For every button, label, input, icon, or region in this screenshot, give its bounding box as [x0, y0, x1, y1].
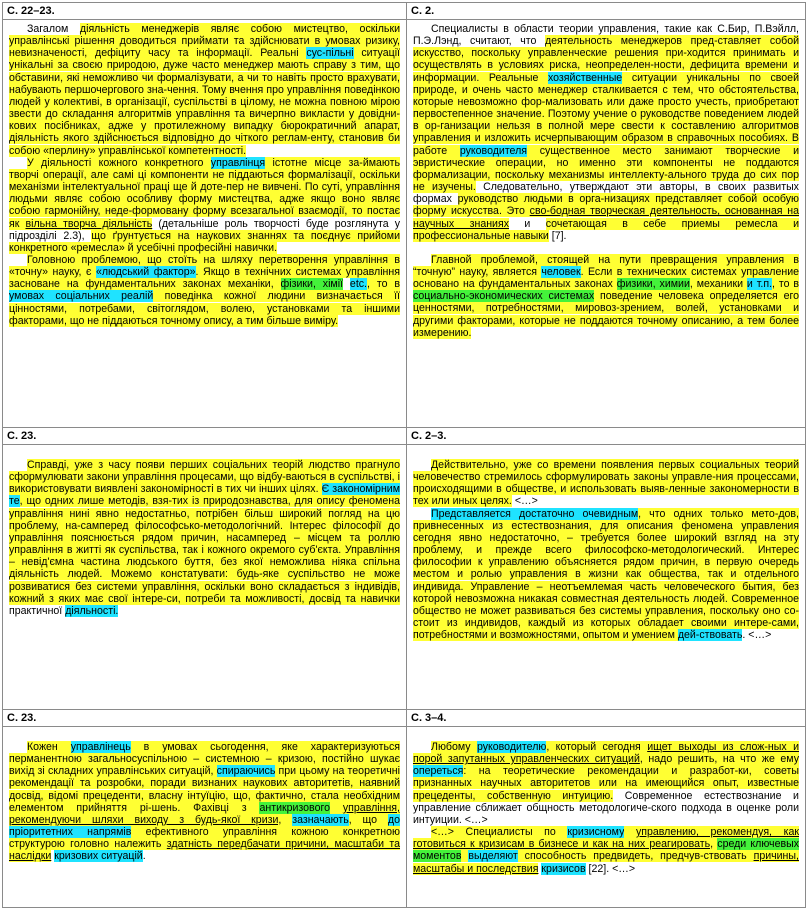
highlighted-text: «людський фактор» [95, 266, 196, 279]
highlighted-text: фізики, хімії [280, 278, 344, 291]
highlighted-text: поведение человека определяется его ценностями, потребностями, мировоз-зрением, волей, установками и другими факторами, которые не поддаются точному описанию, а тем более измерению. [413, 290, 799, 339]
paragraph [413, 23, 799, 242]
text-cell-left [3, 20, 407, 428]
highlighted-text: зазначають [292, 813, 349, 826]
highlighted-text: <…> Специалисты по [431, 826, 568, 839]
comparison-table [2, 2, 806, 908]
highlighted-text: физики, химии [616, 278, 690, 291]
highlighted-text: опереться [413, 765, 464, 778]
highlighted-text: среди ключевых моментов [413, 838, 800, 863]
plain-text: (детальніше роль творчості буде розглянута у підрозділі 2.3), [9, 217, 400, 242]
highlighted-text: etc. [349, 278, 367, 291]
highlighted-text: кризових ситуацій [54, 850, 143, 863]
plain-text: практичної [9, 604, 66, 617]
highlighted-text: діяльність менеджерів являє собою мистецтво, оскільки управлінські рішення доводиться приймати та здійснювати в умовах ризику, невизначеності, дефіциту часу та інформації. Реальні [9, 23, 400, 60]
highlighted-text [624, 826, 636, 838]
text-cell-left [3, 445, 407, 710]
highlighted-text: социально-экономических системах [413, 290, 595, 303]
paragraph [413, 741, 799, 826]
highlighted-text: выделяют [468, 850, 518, 863]
highlighted-text: Кожен [27, 741, 71, 753]
highlighted-text: , то в [367, 278, 400, 291]
highlighted-text: Главной проблемой, стоящей на пути превращения управления в “точную” науку, является [413, 253, 799, 278]
plain-text: Современное естествознание и управление сближает общность методологиче-ского подхода в оценке роли интуиции. <…> [413, 789, 799, 826]
plain-text: . [142, 850, 146, 863]
row-2-header [3, 428, 806, 445]
highlighted-text: управлінець [70, 741, 131, 753]
plain-text: Следовательно, утверждают эти авторы, в своих развитых формах [413, 181, 799, 206]
highlighted-text: кризисному [567, 826, 625, 839]
highlighted-text: Действительно, уже со времени появления первых социальных теорий человечество стремилось сформулировать законы управле-ния процессами, происходящими в обществе, и использовать выяв-ленные закономерности в тех или иных целях. [413, 459, 799, 508]
plain-text: и [509, 217, 546, 230]
highlighted-text: , то в [772, 278, 799, 291]
source-ref-right: С. 2. [407, 3, 806, 20]
highlighted-text: кризисов [541, 862, 586, 875]
row-3-body [3, 727, 806, 908]
text-cell-right [407, 445, 806, 710]
highlighted-text: , [710, 838, 718, 851]
paragraph [9, 23, 400, 157]
highlighted-text: . Якщо в технічних системах управління засноване на фундаментальних законах механіки, [9, 266, 400, 291]
highlighted-text: управління, рекомендуючи шляхи виходу з будь-якої кризи [9, 801, 400, 826]
highlighted-text: при цьому на теоретичні рекомендації та розробки, поради визнаних наукових авторитетів, наявний досвід, відомі прецеденти, власну інтуїцію, що, фактично, стала необхідним елементом прийняття рі-шень. Фахівці з [9, 765, 400, 814]
highlighted-text: ситуації унікальні за своєю природою, дуже часто менеджер мають справу з тим, що обставини, які неможливо чи формалізувати, а чи то навіть просто врахувати, набувають першочергового зна-чення. Тому вчення про управління поведінкою людей у колективі, в організації, суспільстві в цілому, не можна повною мірою звести до складання алгоритмів управління та вичерпно викласти у довідни-кових посібниках, адже у протилежному випадку бюрократичний апарат, діяльність якого здійснюється відповідно до чіткого реглам-енту, становив би собою «перлину» управлінської компетентності. [9, 47, 400, 157]
plain-text: Специалисты в области теории управления, такие как С.Бир, П.Вэйлл, П.Э.Лэнд, считают, что [413, 23, 799, 48]
highlighted-text: Представляется достаточно очевидным [431, 507, 639, 520]
highlighted-text: , который сегодня [546, 741, 648, 753]
row-2-body [3, 445, 806, 710]
highlighted-text: , що [348, 813, 388, 826]
highlighted-text: управлінця [210, 156, 266, 169]
paragraph [413, 254, 799, 339]
highlighted-text: спираючись [216, 765, 276, 778]
highlighted-text: діяльності. [65, 604, 119, 617]
source-ref-left: С. 23. [3, 428, 407, 445]
highlighted-text [330, 802, 343, 814]
highlighted-text: вільна творча діяльність [25, 217, 153, 230]
plain-text [343, 278, 350, 290]
source-ref-right: С. 3–4. [407, 710, 806, 727]
plain-text: . <…> [742, 629, 772, 642]
text-cell-right [407, 20, 806, 428]
highlighted-text: ищет выходы из слож-ных и порой запутанных управленческих ситуаций [413, 741, 799, 766]
paragraph [413, 826, 799, 875]
highlighted-text: существенное место занимают творческие и эвристические операции, но именно эти компоненты не поддаются формализации, поскольку механизмы интеллекту-ального труда до сих пор не изучены. [413, 144, 799, 194]
highlighted-text: Справді, уже з часу появи перших соціальних теорій людство прагнуло сформулювати закони управління процесами, що відбу-ваються в суспільстві, і використовувати виявлені закономірності в тих чи інших цілях. [9, 459, 400, 496]
source-ref-right: С. 2–3. [407, 428, 806, 445]
highlighted-text: руководство людьми в орга-низациях представляет собой особую форму искусства. Это [413, 193, 799, 218]
highlighted-text: в умовах сьогодення, яке характеризуються перманентною загальносуспільною – системною – кризою, постійно шукає вихід зі складних управлінських ситуацій, [9, 741, 401, 778]
highlighted-text: сус-пільні [306, 47, 354, 60]
highlighted-text: Головною проблемою, що стоїть на шляху перетворення управління в «точну» науку, є [9, 253, 400, 279]
highlighted-text: здатність передбачати причини, масштаби та наслідки [9, 838, 400, 863]
highlighted-text: и т.п. [746, 278, 773, 291]
highlighted-text: , что одних только мето-дов, привнесенных из естествознания, для описания феномена управления сегодня явно недостаточно, – требуется более широкий взгляд на эту проблему, и прежде всего философско-методологический. Интерес философии к управлению объясняется рядом причин, в первую очередь местом и ролью управления в жизни как общества, так и отдельного индивида. Управление – неотъемлемая часть человеческого бытия, без которой невозможна никакая совместная деятельность людей. Современное общество не может развиваться без системы управления, поскольку оно со-стоит из индивидов, каждый из которых обладает своими интере-сами, потребностями и возможностями, опытом и умением [413, 507, 799, 642]
plain-text: Загалом [27, 23, 80, 35]
highlighted-text: , надо решить, на что же ему [639, 753, 799, 766]
row-1-header [3, 3, 806, 20]
highlighted-text: сочетающая в себе приемы ремесла и профессиональные навыки [413, 217, 799, 242]
highlighted-text: управлению, рекомендуя, как готовиться к кризисам в бизнесе и как на них реагировать [413, 826, 799, 851]
row-3-header [3, 710, 806, 727]
highlighted-text: Любому [431, 741, 477, 753]
highlighted-text: , що одних лише методів, взя-тих із природознавства, для опису феномена управління нині явно недостатньо, потрібен більш широкий погляд на цю проблему, на-самперед філософсько-методологічний. Інтерес філософії до управління пояснюється рядом причин, насамперед – місцем та роллю управління в житті як суспільства, так і кожного окремого суб'єкта. Управління – невід'ємна частина людського буття, без якої неможлива ніяка спільна діяльність людей. Можемо констатувати: будь-яке суспільство не може розвиватися без системи управління, оскільки воно складається з індивідів, кожний з яких має свої інтере-си, потреби та можливості, досвід та навички [9, 495, 400, 605]
highlighted-text: : на теоретические рекомендации и разработ-ки, советы признанных научных авторитетов или на имеющийся опыт, известные прецеденты, собственную интуицию. [413, 765, 799, 802]
highlighted-text: хозяйственные [547, 71, 623, 84]
highlighted-text: деятельность менеджеров пред-ставляет собой искусство, поскольку управленческие решения при-ходится принимать и осуществлять в условиях риска, неопределен-ности, дефицита времени и информации. Реальные [413, 35, 800, 84]
paragraph [9, 157, 400, 254]
paragraph [413, 459, 799, 508]
paragraph [413, 508, 799, 642]
highlighted-text: очень часто менеджер сталкивается с тем, что обстоятельства, которые невозможно фор-мализовать или даже просто учесть, приобретают первостепенное значение. Поэтому учение о руководстве поведением людей в ор-ганизации нельзя в полной мере свести к составлению алгоритмов управления и изложить исчерпывающим образом в справочных пособиях. В работе [413, 83, 800, 157]
highlighted-text: ситуации уникальны по своей природе, и [413, 71, 799, 96]
highlighted-text: поведінка кожної людини визначається її цінностями, потребами, світоглядом, волею, установками та іншими факторами, що не піддаються точному опису, а тим більше виміру. [9, 290, 400, 327]
highlighted-text: до пріоритетних напрямів [9, 813, 400, 839]
row-1-body [3, 20, 806, 428]
highlighted-text: руководителя [459, 144, 528, 157]
plain-text: [7]. [548, 229, 567, 242]
highlighted-text: сво-бодная творческая деятельность, основанная на научных знаниях [413, 205, 799, 230]
text-cell-left [3, 727, 407, 908]
source-ref-left: С. 23. [3, 710, 407, 727]
highlighted-text: умовах соціальних реалій [9, 290, 154, 303]
highlighted-text: Є закономірним те [9, 483, 400, 508]
plain-text: <…> [511, 495, 538, 508]
paragraph [9, 254, 400, 327]
highlighted-text: , [278, 813, 293, 826]
highlighted-text: причины, масштабы и последствия [413, 850, 799, 875]
highlighted-text: що ґрунтується на наукових знаннях та поєднує прийоми конкретного «ремесла» й усебічні професійні навички. [9, 229, 400, 254]
highlighted-text: способность предвидеть, предчув-ствовать [517, 850, 754, 863]
paragraph [9, 741, 400, 863]
highlighted-text: У діяльності кожного конкретного [27, 156, 211, 169]
highlighted-text: ефективного управління кожною конкретною структурою головно належить [9, 826, 400, 851]
highlighted-text: антикризового [259, 801, 330, 814]
plain-text: [22]. <…> [585, 862, 636, 875]
paragraph [9, 459, 400, 617]
source-ref-left: С. 22–23. [3, 3, 407, 20]
highlighted-text: дей-ствовать [677, 629, 743, 642]
text-cell-right [407, 727, 806, 908]
highlighted-text: руководителю [476, 741, 547, 753]
highlighted-text: человек [541, 265, 581, 278]
highlighted-text: , механики [689, 278, 747, 291]
highlighted-text: . Если в технических системах управление основано на фундаментальных законах [413, 265, 799, 291]
highlighted-text: істотне місце за-ймають творчі операції, але самі ці компоненти не піддаються формалізації, оскільки механізми інтелектуальної праці ще й доте-пер не вивчені. По суті, управління людьми являє собою особливу форму мистецтва, адже якщо воно являє собою гармонійну, неде-формовану форму всезагальної взаємодії, то постає як [9, 156, 400, 230]
